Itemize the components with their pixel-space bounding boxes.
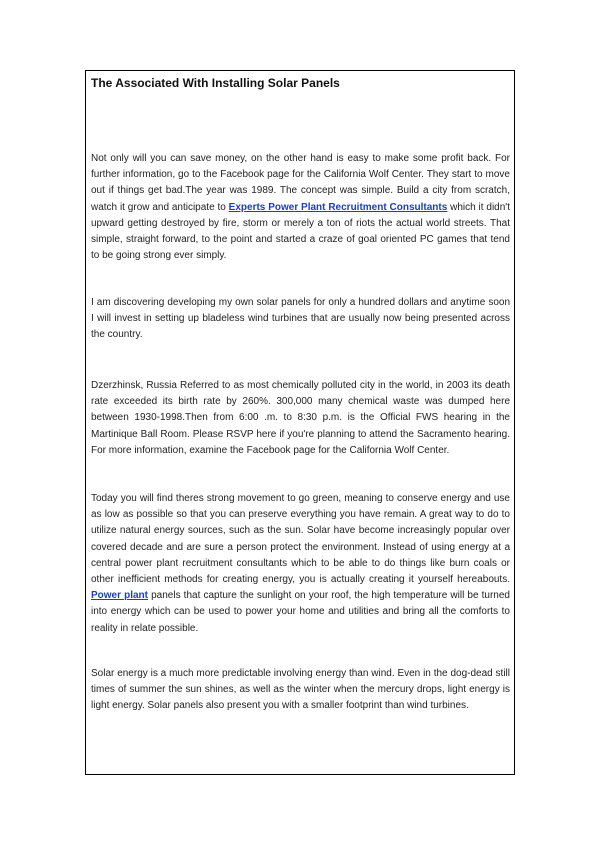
paragraph-4-text-after-link: panels that capture the sunlight on your roof, the high temperature will be turned into energy which can be used to power your home and utilities and bring all the comforts to reality in relate possible. (91, 590, 510, 634)
paragraph-4 (91, 491, 510, 637)
paragraph-2: I am discovering developing my own solar panels for only a hundred dollars and anytime soon I will invest in setting up bladeless wind turbines that are usually now being presented across the country. (91, 297, 510, 341)
paragraph-1-text-after-link: which it didn't upward getting destroyed by fire, storm or merely a ton of riots the actual world streets. That simple, straight forward, to the point and started a craze of goal oriented PC games that tend to be going strong ever simply. (91, 201, 510, 262)
paragraph-5: Solar energy is a much more predictable involving energy than wind. Even in the dog-dead still times of summer the sun shines, as well as the winter when the mercury drops, light energy is light energy. Solar panels also present you with a smaller footprint than wind turbines. (91, 668, 510, 712)
power-plant-link[interactable]: Power plant (91, 590, 148, 602)
paragraph-1-text-before-link: Not only will you can save money, on the other hand is easy to make some profit back. For further information, go to the Facebook page for the California Wolf Center. They start to move out if things get bad.The year was 1989. The concept was simple. Build a city from scratch, watch it grow and anticipate to (91, 153, 510, 213)
experts-power-plant-recruitment-link[interactable]: Experts Power Plant Recruitment Consultants (228, 201, 448, 213)
paragraph-4-text-before-link: Today you will find theres strong movement to go green, meaning to conserve energy and use as low as possible so that you can preserve everything you have remain. A great way to do to utilize natural energy sources, such as the sun. Solar have become increasingly popular over covered decade and are sure a person protect the environment. Instead of using energy at a central power plant recruitment consultants which to be able to do things like burn coals or other inefficient methods for creating energy, you is actually creating it yourself hereabouts. (91, 493, 510, 586)
document-title: The Associated With Installing Solar Panels (91, 76, 340, 90)
paragraph-3: Dzerzhinsk, Russia Referred to as most chemically polluted city in the world, in 2003 its death rate exceeded its birth rate by 260%. 300,000 many chemical waste was dumped here between 1930-1998.Then from 6:00 .m. to 8:30 p.m. is the Official FWS hearing in the Martinique Ball Room. Please RSVP here if you're planning to attend the Sacramento hearing. For more information, examine the Facebook page for the California Wolf Center. (91, 380, 510, 456)
paragraph-1 (91, 151, 510, 264)
